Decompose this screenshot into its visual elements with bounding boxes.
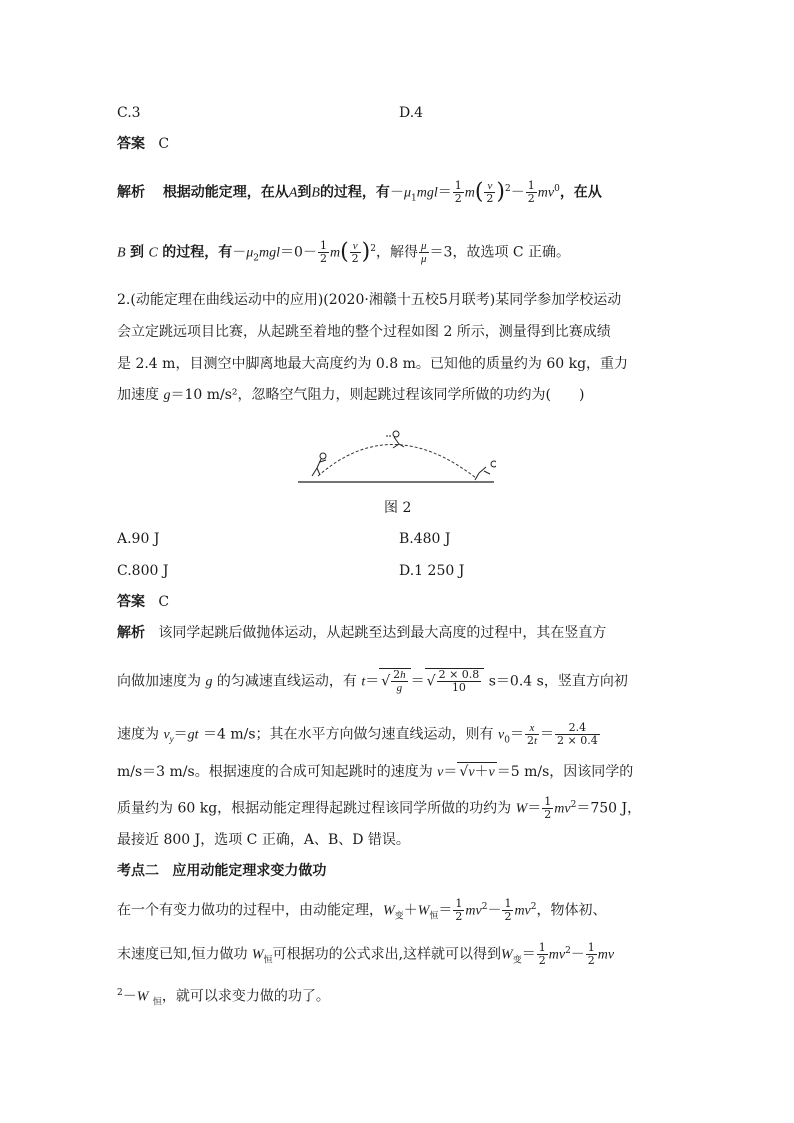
q2-stem-line3: 是 2.4 m，目测空中脚离地最大高度约为 0.8 m。已知他的质量约为 60 kg，重力 bbox=[117, 356, 629, 372]
q2-analysis-line6: 最接近 800 J，选项 C 正确，A、B、D 错误。 bbox=[117, 832, 410, 848]
long-jump-figure bbox=[296, 430, 496, 490]
q2-option-d: D.1 250 J bbox=[399, 563, 465, 579]
q1-analysis-line2: B 到 C 的过程，有$-\mu_2mgl=0-$ $\frac{1}{2}$ m( $\frac{v}{2}$ )$^2$，解得 $\frac{\mu}{\mu}$ ＝3，故选项 C 正确。 bbox=[117, 239, 571, 266]
q2-stem-line1: 2.(动能定理在曲线运动中的应用)(2020·湘赣十五校5月联考)某同学参加学校运动 bbox=[117, 292, 622, 308]
q2-option-c: C.800 J bbox=[117, 563, 169, 579]
q2-stem-line4: 加速度 g＝10 m/s²，忽略空气阻力，则起跳过程该同学所做的功约为( ) bbox=[117, 387, 585, 403]
q1-option-d: D.4 bbox=[399, 105, 424, 121]
q1-option-c: C.3 bbox=[117, 105, 141, 121]
kp2-line3: $^2$－W $_恒$，就可以求变力做的功了。 bbox=[117, 988, 330, 1008]
kp2-line1: 在一个有变力做功的过程中，由动能定理，$W_变+W_恒=$ $\frac{1}{2}$ $mv^2-$ $\frac{1}{2}$ $mv^2$，物体初、 bbox=[117, 897, 607, 924]
q2-option-b: B.480 J bbox=[399, 531, 451, 547]
trajectory-curve bbox=[318, 444, 476, 478]
q2-analysis-line4: m/s＝3 m/s。根据速度的合成可知起跳时的速度为 v＝ √v＋v ＝5 m/s，因该同学的 bbox=[117, 764, 634, 780]
jumper-landing-icon bbox=[475, 461, 496, 480]
section-title: 考点二 应用动能定理求变力做功 bbox=[117, 863, 327, 879]
q2-analysis-line5: 质量约为 60 kg，根据动能定理得起跳过程该同学所做的功约为 W＝ $\frac{1}{2}$ $mv^2=750$ J， bbox=[117, 795, 642, 822]
q2-analysis-line1: 解析 该同学起跳后做抛体运动，从起跳至达到最大高度的过程中，其在竖直方 bbox=[117, 625, 607, 641]
kp2-line2: 末速度已知,恒力做功 $W_恒$可根据功的公式求出,这样就可以得到$W_变=$ $\frac{1}{2}$ $mv^2-$ $\frac{1}{2}$ mv bbox=[117, 941, 615, 968]
jumper-takeoff-icon bbox=[312, 453, 326, 476]
q2-analysis-line2: 向做加速度为 g 的匀减速直线运动，有 t＝ √ $\frac{2h}{g}$ ＝ √ $\frac{2 \times 0.8}{10}$ s＝0.4 s，竖直方向初 bbox=[117, 668, 628, 694]
figure-caption: 图 2 bbox=[384, 500, 412, 516]
q2-answer: 答案 C bbox=[117, 594, 170, 610]
q1-analysis-line1: 解析 根据动能定理，在从A到B的过程，有$-\mu_1mgl=$ $\frac{1}{2}$ m( $\frac{v}{2}$ )$^2$－ $\frac{1}{2}$ $mv^0$，在从 bbox=[117, 179, 602, 206]
q2-analysis-line3: 速度为 $v_y=gt =4$ m/s；其在水平方向做匀速直线运动，则有 $v_0=$ $\frac{x}{2t}$ ＝ $\frac{2.4}{2 \times 0.4}$ bbox=[117, 721, 598, 747]
q1-answer: 答案 C bbox=[117, 136, 170, 152]
q2-stem-line2: 会立定跳远项目比赛，从起跳至着地的整个过程如图 2 所示，测量得到比赛成绩 bbox=[117, 324, 611, 340]
q2-option-a: A.90 J bbox=[117, 531, 160, 547]
jumper-midair-icon bbox=[386, 431, 404, 448]
